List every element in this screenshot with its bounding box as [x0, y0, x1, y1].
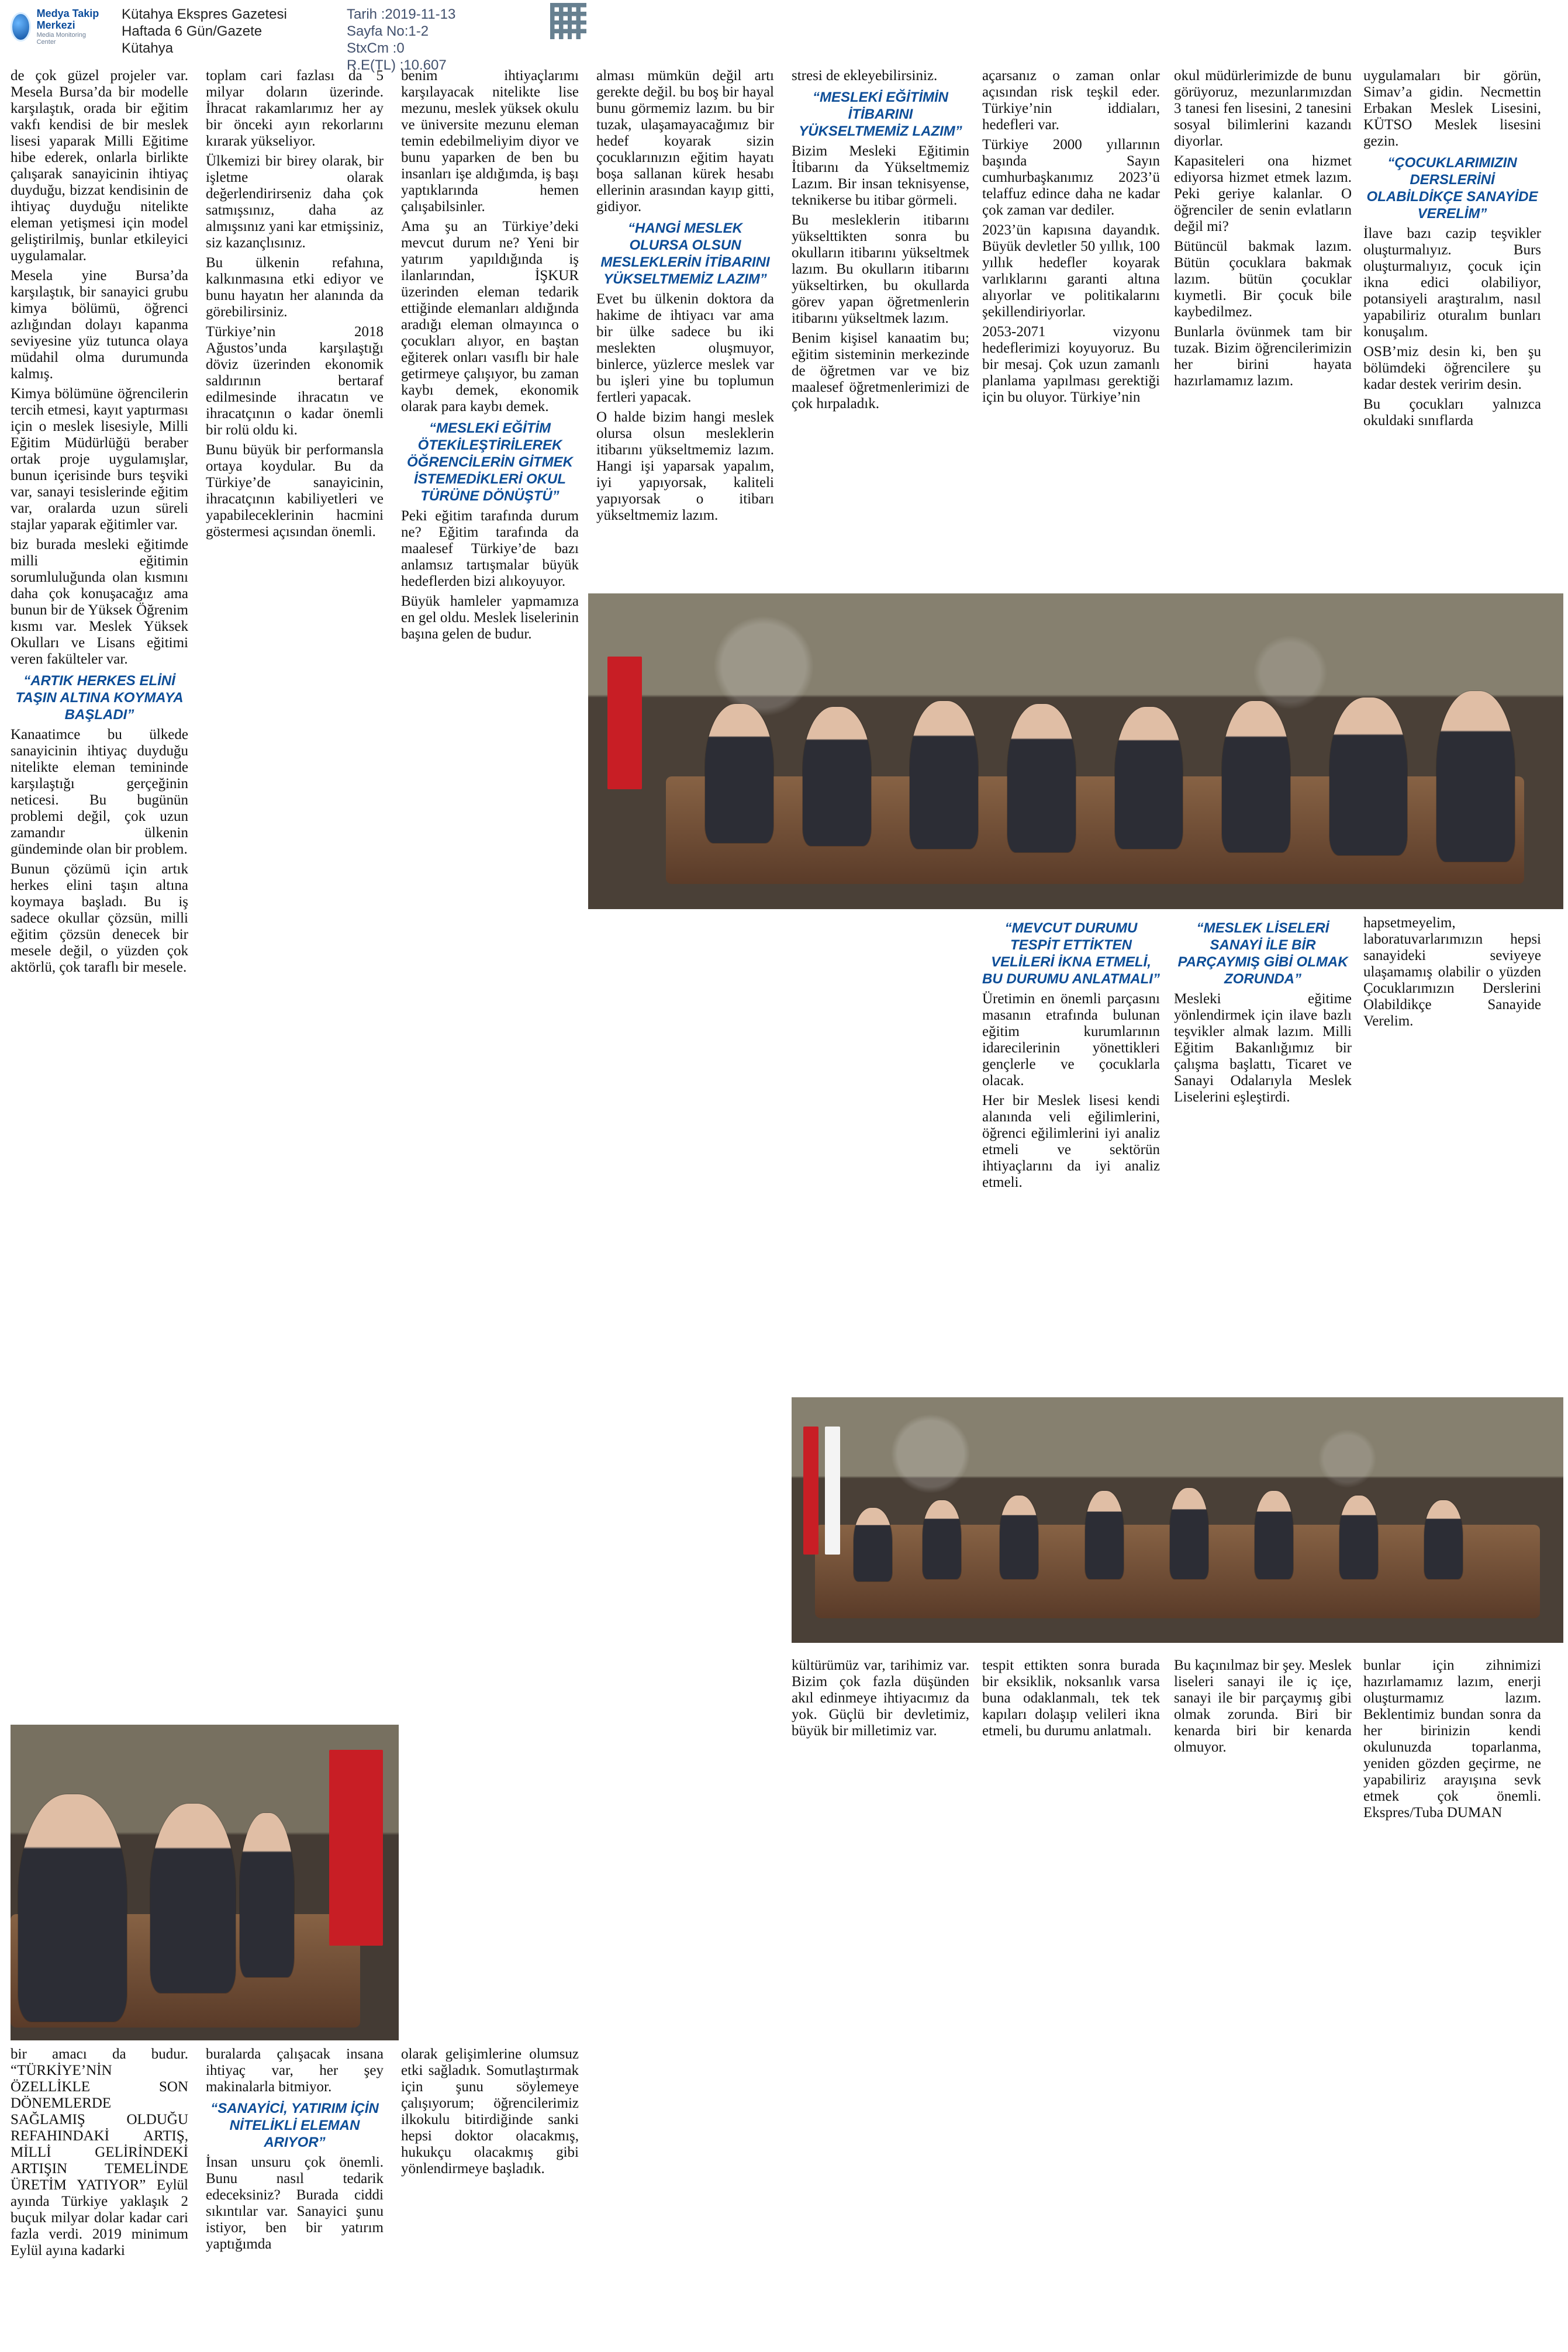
bottom-column-2 [206, 2046, 384, 2341]
section-headline: “ÇOCUKLARIMIZIN DERSLERİNİ OLABİLDİKÇE SANAYİDE VERELİM” [1366, 155, 1538, 222]
column-paragraph: bir amacı da budur. “TÜRKİYE’NİN ÖZELLİKLE SON DÖNEMLERDE SAĞLAMIŞ OLDUĞU REFAHINDAKİ ARTIŞ, MİLLİ GELİRİNDEKİ ARTIŞIN TEMELİNDE ÜRETİM YATIYOR” Eylül ayında Türkiye yaklaşık 2 buçuk milyar dolar kadar cari fazla verdi. 2019 minimum Eylül ayına kadarki [11, 2046, 188, 2258]
meeting-photo-top [588, 593, 1563, 909]
column-paragraph: Bizim Mesleki Eğitimin İtibarını da Yükseltmemiz Lazım. Bir insan teknisyense, teknikerse bu itibar görmeli. [792, 143, 969, 208]
meeting-photo-left [11, 1725, 399, 2040]
column-paragraph: açarsanız o zaman onlar açısından risk teşkil eder. Türkiye’nin iddiaları, hedefleri var. [982, 68, 1160, 133]
column-paragraph: Türkiye 2000 yıllarının başında Sayın cumhurbaşkanımız 2023’ü telaffuz edince daha ne kadar çok zaman var dediler. [982, 137, 1160, 218]
retl-line: R.E(TL) :10.607 [347, 57, 447, 73]
publisher-logo [11, 8, 104, 46]
column-paragraph: Bunlarla övünmek tam bir tuzak. Bizim öğrencilerimizin her birini hayata hazırlamamız lazım. [1174, 324, 1352, 389]
bottom-column-3 [401, 2046, 579, 2341]
column-paragraph: alması mümkün değil artı gerekte değil. bu boş bir hayal bunu görmemiz lazım. bu bir tuzak, ulaşamayacağımız bir hedef koyarak sizin çocuklarınızın eğitim hayatı boşa sallanan kürek hesabı ellerinin arasından kayıp gitti, gidiyor. [596, 68, 774, 215]
article-column-1 [11, 68, 188, 1687]
column-paragraph: kültürümüz var, tarihimiz var. Bizim çok fazla düşünden akıl edinmeye ihtiyacımız da yok. Güçlü bir devletimiz, büyük bir milletimiz var. [792, 1657, 969, 1739]
column-paragraph: tespit ettikten sonra burada bir eksiklik, noksanlık varsa buna odaklanmalı, tek tek kapıları dolaşıp velileri ikna etmeli, bu durumu anlatmalı. [982, 1657, 1160, 1739]
section-headline: “MESLEK LİSELERİ SANAYİ İLE BİR PARÇAYMIŞ GİBİ OLMAK ZORUNDA” [1177, 920, 1348, 987]
column-paragraph: Kimya bölümüne öğrencilerin tercih etmesi, kayıt yaptırması için o meslek lisesiyle, Milli Eğitim Müdürlüğü beraber ortak proje uygulamışlar, bunun içerisinde burs teşviki var, sanayi tesislerinde eğitim var, oralarda uzun süreli stajlar yaparak eğitimler var. [11, 386, 188, 533]
column-paragraph: toplam cari fazlası da 5 milyar doların üzerinde. İhracat rakamlarımız her ay bir önceki ayın rekorlarını kırarak yükseliyor. [206, 68, 384, 149]
article-column-2 [206, 68, 384, 1687]
publication-name: Kütahya Ekspres Gazetesi [122, 6, 287, 22]
publication-city: Kütahya [122, 40, 174, 56]
bottom-column-6 [1174, 1657, 1352, 2341]
column-paragraph: Bunu büyük bir performansla ortaya koydular. Bu da Türkiye’de sanayicinin, ihracatçının kabiliyetleri ve yapabileceklerinin hacmini göstermesi açısından önemli. [206, 442, 384, 540]
article-column-3 [401, 68, 579, 1687]
bottom-column-4 [792, 1657, 969, 2341]
date-line: Tarih :2019-11-13 [347, 6, 456, 22]
column-paragraph: Mesela yine Bursa’da karşılaştık, bir sanayici grubu kimya bölümü, öğrenci azlığından dolayı kapanma seviyesine yüz tutunca olaya müdahil olma durumunda kalmış. [11, 268, 188, 382]
article-column-8 [1363, 68, 1541, 576]
column-paragraph: buralarda çalışacak insana ihtiyaç var, her şey makinalarla bitmiyor. [206, 2046, 384, 2095]
publication-meta [122, 6, 287, 57]
bottom-column-5 [982, 1657, 1160, 2341]
section-headline: “MESLEKİ EĞİTİM ÖTEKİLEŞTİRİLEREK ÖĞRENCİLERİN GİTMEK İSTEMEDİKLERİ OKUL TÜRÜNE DÖNÜŞTÜ” [406, 420, 573, 504]
page-line: Sayfa No:1-2 [347, 23, 429, 39]
column-paragraph: İnsan unsuru çok önemli. Bunu nasıl tedarik edeceksiniz? Burada ciddi sıkıntılar var. Sanayici şunu istiyor, ben bir yatırım yaptığımda [206, 2154, 384, 2252]
column-paragraph: Ülkemizi bir birey olarak, bir işletme olarak değerlendirirseniz daha çok satmışsınız, daha az almışsınız yani kar etmişsiniz, siz kazançlısınız. [206, 153, 384, 251]
column-paragraph: stresi de ekleyebilirsiniz. [792, 68, 938, 84]
section-headline: “HANGİ MESLEK OLURSA OLSUN MESLEKLERİN İTİBARINI YÜKSELTMEMİZ LAZIM” [600, 220, 770, 287]
section-headline: “SANAYİCİ, YATIRIM İÇİN NİTELİKLİ ELEMAN ARIYOR” [210, 2101, 379, 2150]
column-paragraph: İlave bazı cazip teşvikler oluşturmalıyız. Burs oluşturmalıyız, çocuk için ikna edici olabiliyor, potansiyeli araştıralım, nasıl yapabiliriz oturalım bunları konuşalım. [1363, 226, 1541, 340]
record-meta [347, 6, 455, 74]
column-paragraph: Bütüncül bakmak lazım. Bütün çocuklara bakmak lazım. bütün çocuklar kıymetli. Bir çocuk bile kaybedilmez. [1174, 239, 1352, 320]
article-column-10 [1174, 915, 1352, 1359]
article-column-7 [1174, 68, 1352, 576]
column-paragraph: Kapasiteleri ona hizmet ediyorsa hizmet etmek lazım. Peki geriye kalanlar. O öğrenciler de senin evlatların değil mi? [1174, 153, 1352, 234]
column-paragraph: Evet bu ülkenin doktora da hakime de ihtiyacı var ama bir ülke sadece bu iki meslekten oluşmuyor, binlerce, yüzlerce meslek var bu işleri yine bu toplumun fertleri yapacak. [596, 291, 774, 405]
meeting-photo-middle [792, 1397, 1563, 1643]
bottom-column-7 [1363, 1657, 1541, 2341]
column-paragraph: uygulamaları bir görün, Simav’a gidin. Necmettin Erbakan Meslek Lisesini, KÜTSO Meslek lisesini gezin. [1363, 68, 1541, 149]
column-paragraph: biz burada mesleki eğitimde milli eğitimin sorumluluğunda olan kısmını daha çok konuşacağız ama bunun bir de Yüksek Öğrenim kısmı var. Meslek Yüksek Okulları ve Lisans eğitimi veren fakülteler var. [11, 537, 188, 667]
logo-name: Medya Takip Merkezi [36, 8, 99, 31]
column-paragraph: olarak gelişimlerine olumsuz etki sağladık. Somutlaştırmak için şunu söylemeye çalışıyorum; öğrencilerimiz ilkokulu bitirdiğinde sanki hepsi doktor olacakmış, hukukçu olacakmış gibi yönlendirmeye başladık. [401, 2046, 579, 2177]
column-paragraph: O halde bizim hangi meslek olursa olsun mesleklerin itibarını yükseltmemiz lazım. Hangi işi yaparsak yapalım, iyi yapıyorsak, kaliteli yapıyorsak o itibarı yükseltmemiz lazım. [596, 409, 774, 523]
logo-text-block [37, 8, 104, 46]
column-paragraph: okul müdürlerimizde de bunu görüyoruz, mezunlarımızdan 3 tanesi fen lisesini, 2 tanesini sosyal bilimlerini kazandı diyorlar. [1174, 68, 1352, 149]
section-headline: “ARTIK HERKES ELİNİ TAŞIN ALTINA KOYMAYA BAŞLADI” [15, 673, 184, 723]
logo-icon [11, 12, 31, 42]
article-column-6 [982, 68, 1160, 576]
document-header [0, 0, 608, 73]
column-paragraph: Türkiye’nin 2018 Ağustos’unda karşılaştığı döviz üzerinden ekonomik saldırının bertaraf edilmesinde ihracatın ve ihracatçının o kadar önemli bir rolü oldu ki. [206, 324, 384, 438]
column-paragraph: hapsetmeyelim, laboratuvarlarımızın hepsi sanayideki seviyeye ulaşamamış olabilir o yüzden Çocuklarımızın Derslerini Olabildikçe Sanayide Verelim. [1363, 915, 1541, 1029]
column-paragraph: Bunun çözümü için artık herkes elini taşın altına koymaya başladı. Bu iş sadece okullar çözsün, milli eğitim çözsün denecek bir mesele değil, o yüzden çok aktörlü, çok taraflı bir mesele. [11, 861, 188, 975]
column-paragraph: Büyük hamleler yapmamıza en gel oldu. Meslek liselerinin başına gelen de budur. [401, 593, 579, 642]
column-paragraph: Peki eğitim tarafında durum ne? Eğitim tarafında da maalesef Türkiye’de bazı anlamsız tartışmalar büyük hedeflerden bizi alıkoyuyor. [401, 508, 579, 589]
article-column-11 [1363, 915, 1541, 1359]
stxcm-line: StxCm :0 [347, 40, 405, 56]
column-paragraph: benim ihtiyaçlarımı karşılayacak nitelikte lise mezunu, meslek yüksek okulu ve üniversite mezunu eleman temin edebilmeliyim diyor ve bunu yaparken de ben bu insanları işe aldığımda, iş başı yaptıklarında hemen çalışabilsinler. [401, 68, 579, 215]
column-paragraph: de çok güzel projeler var. Mesela Bursa’da bir modelle karşılaştık, orada bir eğitim vakfı kendisi de bir meslek lisesi yaparak Milli Eğitime hibe ederek, onlarla birlikte çalışarak sanayicinin ihtiyaç duyduğu, bizzat kendisinin de ihtiyaç duyduğu nitelikte eleman yetişmesi için model geliştirilmiş, bunlar etkileyici uygulamalar. [11, 68, 188, 264]
column-paragraph: OSB’miz desin ki, ben şu bölümdeki öğrencilere şu kadar destek veririm desin. [1363, 344, 1541, 392]
section-headline: “MESLEKİ EĞİTİMİN İTİBARINI YÜKSELTMEMİZ LAZIM” [799, 89, 962, 139]
article-column-9 [982, 915, 1160, 1359]
qr-code-icon [550, 3, 586, 39]
column-paragraph: Kanaatimce bu ülkede sanayicinin ihtiyaç duyduğu nitelikte eleman temininde karşılaştığı gerçeğinin neticesi. Bu bugünün problemi değil, çok uzun zamandır ülkenin gündeminde olan bir problem. [11, 727, 188, 857]
bottom-column-1 [11, 2046, 188, 2341]
column-paragraph: Bu kaçınılmaz bir şey. Meslek liseleri sanayi ile iç içe, sanayi ile bir parçaymış gibi olmak zorunda. Biri bir kenarda biri bir kenarda olmuyor. [1174, 1657, 1352, 1755]
column-paragraph: Ama şu an Türkiye’deki mevcut durum ne? Yeni bir yatırım yapıldığında iş ilanlarından, İŞKUR üzerinden eleman tedarik ettiğinde elemanları aldığında aradığı eleman olmayınca o çocukları alıyor, en baştan eğiterek onları vasıflı bir hale getirmeye çalışıyor, bu zaman kaybı demek, ekonomik olarak para kaybı demek. [401, 219, 579, 415]
publication-frequency: Haftada 6 Gün/Gazete [122, 23, 263, 39]
column-paragraph: Mesleki eğitime yönlendirmek için ilave bazlı teşvikler almak lazım. Milli Eğitim Bakanlığımız bir çalışma başlattı, Ticaret ve Sanayi Odalarıyla Meslek Liselerini eşleştirdi. [1174, 991, 1352, 1105]
column-paragraph: 2023’ün kapısına dayandık. Büyük devletler 50 yıllık, 100 yıllık hedefler koyarak varlıklarını garanti altına alıyorlar ve politikalarını şekillendiriyorlar. [982, 222, 1160, 320]
column-paragraph: Bu çocukları yalnızca okuldaki sınıflarda [1363, 396, 1541, 429]
article-column-5 [792, 68, 969, 576]
section-headline: “MEVCUT DURUMU TESPİT ETTİKTEN VELİLERİ İKNA ETMELİ, BU DURUMU ANLATMALI” [982, 920, 1160, 987]
column-paragraph: bunlar için zihnimizi hazırlamamız lazım, enerji oluşturmamız lazım. Beklentimiz bundan sonra da her birinizin kendi okulunuzda toparlanma, yeniden gözden geçirme, ne yapabiliriz arayışına sevk etmek çok önemli. Ekspres/Tuba DUMAN [1363, 1657, 1541, 1821]
column-paragraph: Her bir Meslek lisesi kendi alanında veli eğilimlerini, öğrenci eğilimlerini iyi analiz etmeli ve sektörün ihtiyaçlarını da iyi analiz etmeli. [982, 1093, 1160, 1190]
logo-subtitle: Media Monitoring Center [36, 31, 86, 46]
column-paragraph: Üretimin en önemli parçasını masanın etrafında bulunan eğitim kurumlarının idarecilerinin yönettikleri gençlerle ve çocuklarla olacak. [982, 991, 1160, 1089]
column-paragraph: 2053-2071 vizyonu hedeflerimizi koyuyoruz. Bu bir mesaj. Çok uzun zamanlı planlama yapılması gerektiği için bu oluyor. Türkiye’nin [982, 324, 1160, 405]
column-paragraph: Benim kişisel kanaatim bu; eğitim sisteminin merkezinde de öğretmen var ve biz maalesef öğretmenlerimizi de çok hırpaladık. [792, 330, 969, 412]
column-paragraph: Bu mesleklerin itibarını yükselttikten sonra bu okulların itibarını yükseltmek lazım. Bu okulların itibarını yükseltirken, bu okullarda görev yapan öğretmenlerin itibarını yükseltmek lazım. [792, 212, 969, 326]
column-paragraph: Bu ülkenin refahına, kalkınmasına etki ediyor ve bunu hayatın her alanında da görebilirsiniz. [206, 255, 384, 320]
